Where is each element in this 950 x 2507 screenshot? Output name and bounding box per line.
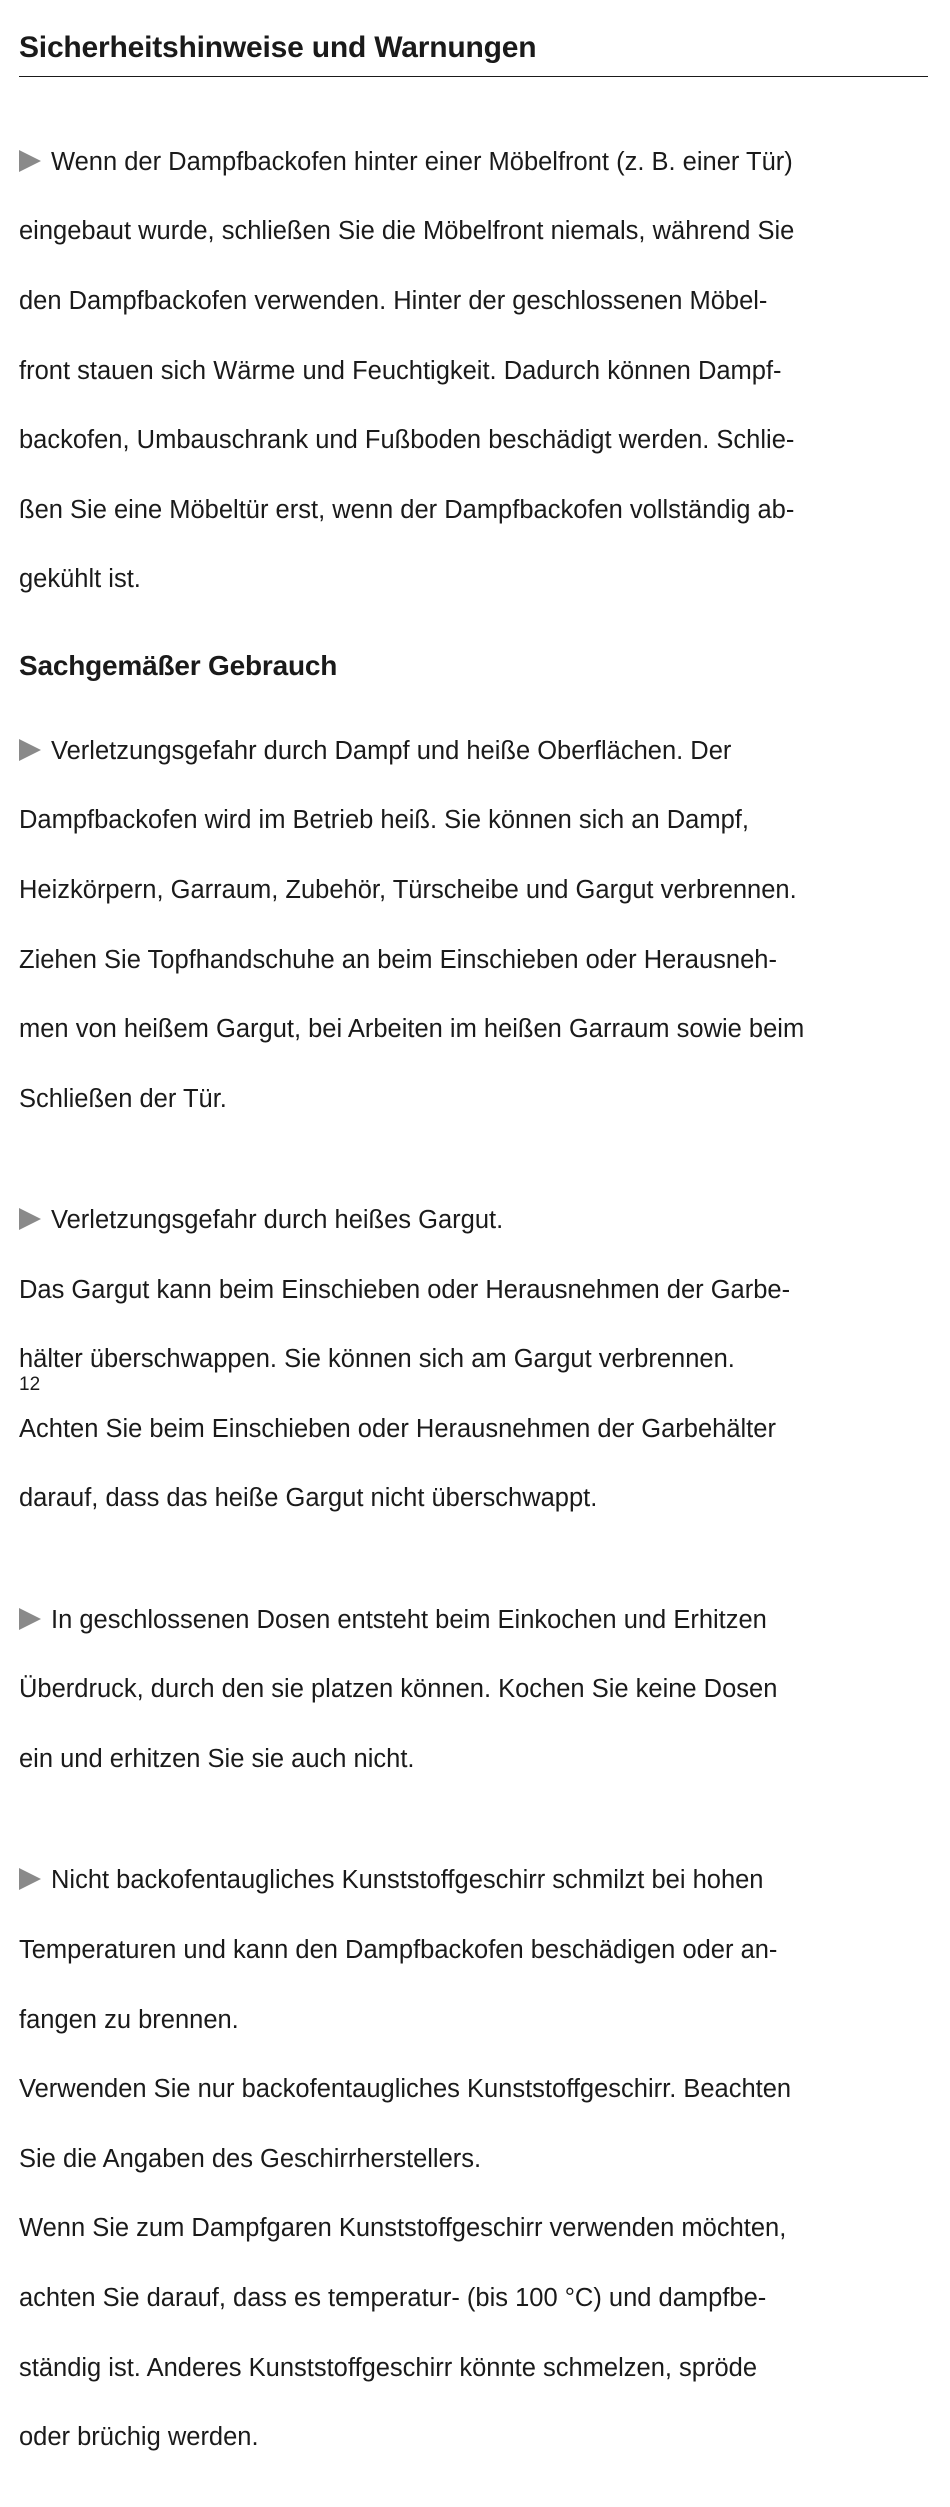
text-line: Wenn der Dampfbackofen hinter einer Möbelfront (z. B. einer Tür) [51, 147, 793, 176]
text-line: Das Gargut kann beim Einschieben oder Herausnehmen der Garbe- [19, 1275, 791, 1304]
text-line: Wenn Sie zum Dampfgaren Kunststoffgeschirr verwenden möchten, [19, 2214, 787, 2243]
text-line: Ziehen Sie Topfhandschuhe an beim Einschieben oder Herausneh- [19, 945, 777, 974]
warning-paragraph-closed-cans [19, 1568, 931, 1812]
text-line: den Dampfbackofen verwenden. Hinter der geschlossenen Möbel- [19, 286, 768, 315]
triangle-right-icon [19, 1608, 41, 1630]
text-line: Heizkörpern, Garraum, Zubehör, Türscheibe und Gargut verbrennen. [19, 875, 797, 904]
page-number: 12 [19, 1374, 41, 1395]
text-line: Dampfbackofen wird im Betrieb heiß. Sie können sich an Dampf, [19, 806, 749, 835]
text-line: Überdruck, durch den sie platzen können. Kochen Sie keine Dosen [19, 1675, 778, 1704]
warning-paragraph-plastic-dishes [19, 1829, 931, 2490]
warning-paragraph-steam-surfaces [19, 699, 931, 1151]
text-line: front stauen sich Wärme und Feuchtigkeit. Dadurch können Dampf- [19, 356, 782, 385]
text-line: oder brüchig werden. [19, 2423, 259, 2452]
text-line: hälter überschwappen. Sie können sich am Gargut verbrennen. [19, 1345, 735, 1374]
text-line: Sie die Angaben des Geschirrherstellers. [19, 2144, 482, 2173]
triangle-right-icon [19, 1208, 41, 1230]
text-line: fangen zu brennen. [19, 2005, 239, 2034]
text-line: darauf, dass das heiße Gargut nicht überschwappt. [19, 1484, 598, 1513]
text-line: Temperaturen und kann den Dampfbackofen beschädigen oder an- [19, 1936, 778, 1965]
warning-paragraph-furniture-front [19, 110, 931, 632]
text-line: backofen, Umbauschrank und Fußboden beschädigt werden. Schlie- [19, 426, 795, 455]
document-body [19, 110, 931, 2507]
text-line: eingebaut wurde, schließen Sie die Möbelfront niemals, während Sie [19, 217, 795, 246]
section-title: Sachgemäßer Gebrauch [19, 649, 338, 681]
warning-paragraph-hot-food [19, 1168, 931, 1551]
text-line: men von heißem Gargut, bei Arbeiten im heißen Garraum sowie beim [19, 1015, 805, 1044]
triangle-right-icon [19, 150, 41, 172]
text-line: Verletzungsgefahr durch Dampf und heiße Oberflächen. Der [51, 736, 732, 765]
text-line: gekühlt ist. [19, 565, 141, 594]
triangle-right-icon [19, 739, 41, 761]
text-line: Schließen der Tür. [19, 1084, 227, 1113]
text-line: achten Sie darauf, dass es temperatur- (bis 100 °C) und dampfbe- [19, 2284, 767, 2313]
text-line: ßen Sie eine Möbeltür erst, wenn der Dampfbackofen vollständig ab- [19, 495, 795, 524]
text-line: ein und erhitzen Sie sie auch nicht. [19, 1745, 415, 1774]
triangle-right-icon [19, 1868, 41, 1890]
page-title: Sicherheitshinweise und Warnungen [19, 31, 537, 64]
text-line: Nicht backofentaugliches Kunststoffgeschirr schmilzt bei hohen [51, 1866, 764, 1895]
text-line: Achten Sie beim Einschieben oder Herausnehmen der Garbehälter [19, 1414, 776, 1443]
text-line: In geschlossenen Dosen entsteht beim Einkochen und Erhitzen [51, 1605, 767, 1634]
text-line: ständig ist. Anderes Kunststoffgeschirr könnte schmelzen, spröde [19, 2353, 758, 2382]
page-header [19, 30, 928, 77]
text-line: Verwenden Sie nur backofentaugliches Kunststoffgeschirr. Beachten [19, 2075, 792, 2104]
text-line: Verletzungsgefahr durch heißes Gargut. [51, 1206, 504, 1235]
